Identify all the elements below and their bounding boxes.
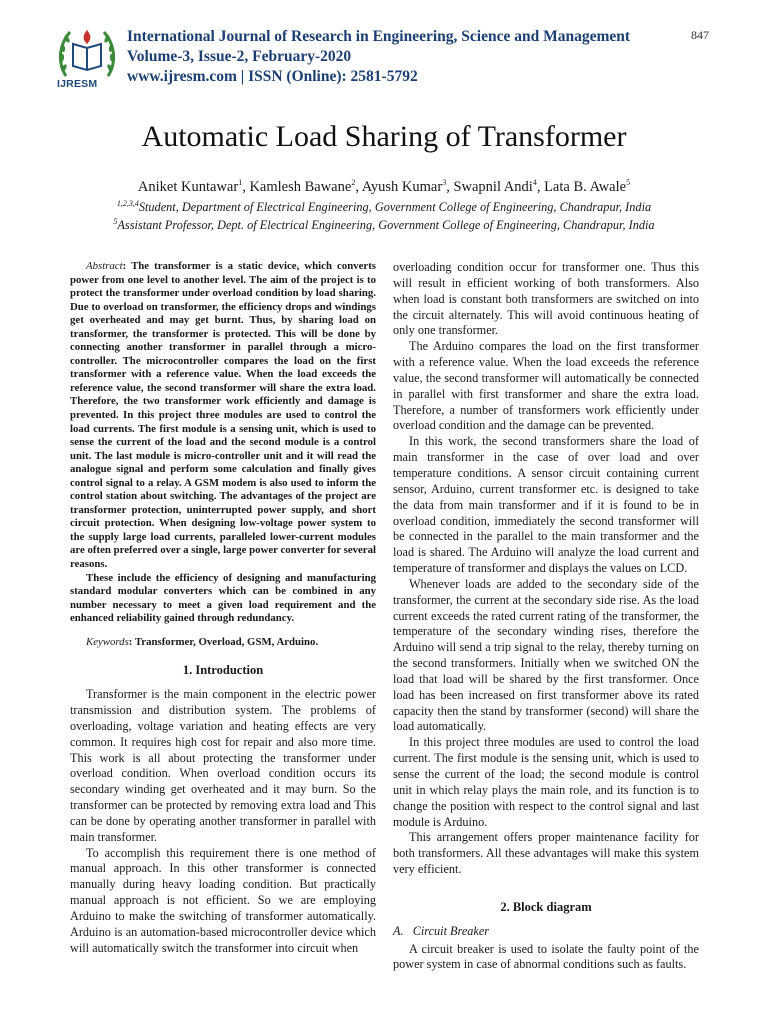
subsection-heading-circuit-breaker: A. Circuit Breaker: [393, 923, 490, 938]
intro-paragraph: Whenever loads are added to the secondary side of the transformer, the current at the secondary side rise. As the load current exceeds the rated current rating of the transformer, the temperature of the secondary winding rises, therefore the Arduino will send a trip signal to the relay, thereby turning on the second transformers. Initially when we switched ON the load that load will be shared by the first transformer. Once load has been increased on first transformer above its rated capacity then the stand by transformer (second) will share the load automatically.: [393, 576, 699, 734]
author: Kamlesh Bawane: [249, 179, 352, 195]
journal-name: International Journal of Research in Engineering, Science and Management: [127, 28, 631, 45]
page-number: 847: [691, 28, 709, 42]
left-column: [70, 260, 376, 957]
affiliation-students: $^{1,2,3,4}$Student, Department of Electrical Engineering, Government College of Engineering, Chandrapur, India: [116, 198, 652, 214]
intro-paragraph-continued: overloading condition occur for transformer one. Thus this will result in efficient working of both transformers. Also when load is constant both transformers are switched on into the circuit alternately. This will avoid continuous heating of only one transformer.: [393, 260, 699, 338]
right-column: [393, 260, 699, 973]
affiliation-professor: $^5$Assistant Professor, Dept. of Electrical Engineering, Government College of Engineering, Chandrapur, India: [113, 216, 655, 232]
intro-paragraph: This arrangement offers proper maintenance facility for both transformers. All these advantages will make this system very efficient.: [393, 830, 699, 877]
author: Ayush Kumar: [361, 179, 443, 195]
intro-paragraph: In this work, the second transformers share the load of main transformer in the case of over load and over temperature conditions. A sensor circuit containing current sensor, Arduino, current transformer etc. is designed to take the data from main transformer and if it is found to be in overload condition, immediately the second transformer will be connected in the parallel to the main transformer and the load is shared. The Arduino will analyze the load current and temperature of transformer and displays the values on LCD.: [393, 434, 699, 576]
affiliations: [0, 198, 768, 234]
keywords: Keywords: Transformer, Overload, GSM, Arduino.: [86, 635, 319, 648]
intro-paragraph: In this project three modules are used to control the load current. The first module is the sensing unit, which is used to sense the current of the load; the second module is control unit in which relay plays the main role, and its function is to change the position with respect to the control signal and last module is Arduino.: [393, 735, 699, 829]
author: Aniket Kuntawar: [137, 179, 239, 195]
section-heading-introduction: 1. Introduction: [182, 663, 264, 678]
author-list: Aniket Kuntawar$^1$, Kamlesh Bawane$^2$, Ayush Kumar$^3$, Swapnil Andi$^4$, Lata B. Awale$^5$: [137, 178, 631, 195]
journal-info: [127, 27, 630, 87]
section-heading-block-diagram: 2. Block diagram: [500, 899, 592, 914]
logo-wordmark: IJRESM: [57, 78, 98, 90]
circuit-breaker-paragraph: A circuit breaker is used to isolate the faulty point of the power system in case of abnormal conditions such as faults.: [393, 941, 699, 972]
abstract-paragraph-2: These include the efficiency of designing and manufacturing standard modular converters which can be combined in any number necessary to meet a given load requirement and the enhanced reliability gained through redundancy.: [70, 571, 376, 625]
author: Lata B. Awale: [544, 179, 627, 195]
website-issn[interactable]: www.ijresm.com | ISSN (Online): 2581-5792: [127, 68, 418, 85]
paper-title: Automatic Load Sharing of Transformer: [141, 120, 627, 153]
intro-paragraph: The Arduino compares the load on the first transformer with a reference value. When the load exceeds the reference value, the second transformer will automatically be connected in parallel with first transformer and share the extra load. Therefore, a number of transformers work efficiently under overload condition and the damage can be prevented.: [393, 339, 699, 433]
author: Swapnil Andi: [453, 179, 533, 195]
journal-header: [0, 0, 768, 95]
volume-issue: Volume-3, Issue-2, February-2020: [127, 48, 352, 65]
intro-paragraph: Transformer is the main component in the electric power transmission and distribution system. The problems of overloading, voltage variation and heating effects are very common. It requires high cost for repair and also more time. This work is all about protecting the transformer under overload condition. When overload condition occurs its secondary winding get overheated and it may burn. So the transformer can be protected by removing extra load and This can be done by operating another transformer in parallel with main transformer.: [70, 687, 376, 844]
intro-paragraph: To accomplish this requirement there is one method of manual approach. In this other transformer is connected manually during heavy loading condition. But practically manual approach is not efficient. So we are employing Arduino to make the switching of transformer automatically. Arduino is an automation-based microcontroller device which will automatically switch the transformer into circuit when: [70, 845, 376, 955]
abstract: Abstract: The transformer is a static device, which converts power from one level to another level. The aim of the project is to protect the transformer under overload condition by load sharing. Due to overload on transformer, the efficiency drops and windings get overheated and may get burnt. Thus, by sharing load on transformer, the transformer is protected. This will be done by connecting another transformer in parallel through a micro-controller. The microcontroller compares the load on the first transformer with a reference value. When the load exceeds the reference value, the second transformer will share the extra load. Therefore, the two transformer work efficiently and damage is prevented. In this project three modules are used to control the load currents. The first module is a sensing unit, which is used to sense the current of the load and the second module is a control unit. The last module is micro-controller unit and it will read the analogue signal and perform some calculation and finally gives control signal to a relay. A GSM modem is also used to inform the control station about switching. The advantages of the project are transformer protection, uninterrupted power supply, and short circuit protection. When designing low-voltage power system to the supply large load currents, paralleled lower-current modules are often preferred over a single, large power converter for several reasons.: [70, 260, 376, 571]
